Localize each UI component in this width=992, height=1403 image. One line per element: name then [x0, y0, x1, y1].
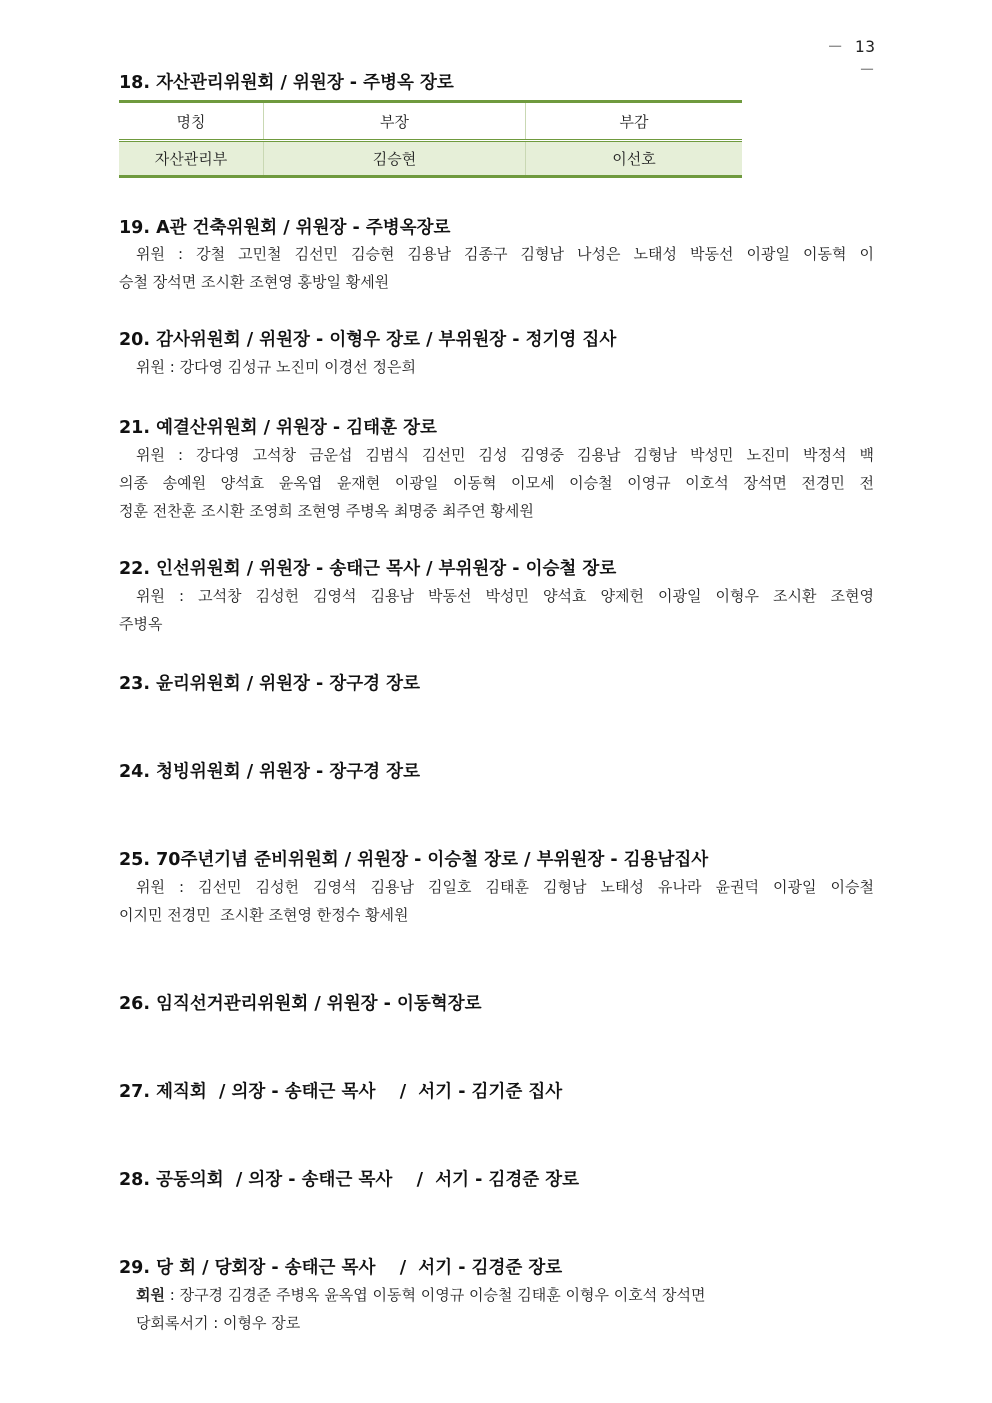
table-cell: 이선호 — [526, 141, 743, 177]
section-29-title: 29. 당 회 / 당회장 - 송태근 목사 / 서기 - 김경준 장로 — [119, 1258, 563, 1278]
section-22-members-line: 위원 : 고석창 김성헌 김영석 김용남 박동선 박성민 양석효 양제헌 이광일 이형우 조시환 조현영 — [136, 587, 874, 605]
section-25-title: 25. 70주년기념 준비위원회 / 위원장 - 이승철 장로 / 부위원장 - 김용남집사 — [119, 850, 709, 870]
section-24-title: 24. 청빙위원회 / 위원장 - 장구경 장로 — [119, 762, 420, 782]
section-19-members-line: 승철 장석면 조시환 조현영 홍방일 황세원 — [119, 273, 390, 291]
section-19-members-line: 위원 : 강철 고민철 김선민 김승현 김용남 김종구 김형남 나성은 노태성 박동선 이광일 이동혁 이 — [136, 245, 874, 263]
section-25-members-line: 위원 : 김선민 김성헌 김영석 김용남 김일호 김태훈 김형남 노태성 유나라 윤권덕 이광일 이승철 — [136, 878, 874, 896]
section-25-members-line: 이지민 전경민 조시환 조현영 한정수 황세원 — [119, 906, 409, 924]
section-20-title: 20. 감사위원회 / 위원장 - 이형우 장로 / 부위원장 - 정기영 집사 — [119, 330, 617, 350]
table-cell: 자산관리부 — [154, 150, 228, 168]
section-22-members-line: 주병옥 — [119, 615, 163, 633]
table-row — [119, 141, 742, 177]
table-header-cell: 명칭 — [176, 112, 206, 131]
members-label: 회원 — [136, 1286, 165, 1304]
section-20-members-line: 위원 : 강다영 김성규 노진미 이경선 정은희 — [136, 358, 416, 376]
section-18-title: 18. 자산관리위원회 / 위원장 - 주병옥 장로 — [119, 73, 454, 93]
section-28-title: 28. 공동의회 / 의장 - 송태근 목사 / 서기 - 김경준 장로 — [119, 1170, 580, 1190]
section-21-title: 21. 예결산위원회 / 위원장 - 김태훈 장로 — [119, 418, 437, 438]
table-header-cell: 부장 — [264, 102, 526, 141]
section-21-members-line: 의종 송예원 양석효 윤옥엽 윤재현 이광일 이동혁 이모세 이승철 이영규 이호석 장석면 전경민 전 — [119, 474, 874, 492]
table-header-cell: 부감 — [526, 102, 743, 141]
section-22-title: 22. 인선위원회 / 위원장 - 송태근 목사 / 부위원장 - 이승철 장로 — [119, 559, 617, 579]
section-26-title: 26. 임직선거관리위원회 / 위원장 - 이동혁장로 — [119, 994, 482, 1014]
section-29-members-line — [119, 1281, 874, 1309]
section-29-recorder-line: 당회록서기 : 이형우 장로 — [136, 1314, 301, 1332]
table-header-row — [119, 102, 742, 141]
section-27-title: 27. 제직회 / 의장 - 송태근 목사 / 서기 - 김기준 집사 — [119, 1082, 563, 1102]
table-cell: 김승현 — [264, 141, 526, 177]
section-21-members-line: 정훈 전찬훈 조시환 조영희 조현영 주병옥 최명중 최주연 황세원 — [119, 502, 534, 520]
section-23-title: 23. 윤리위원회 / 위원장 - 장구경 장로 — [119, 674, 420, 694]
section-19-title: 19. A관 건축위원회 / 위원장 - 주병옥장로 — [119, 218, 451, 238]
asset-management-table — [119, 100, 742, 178]
members-text: : 장구경 김경준 주병옥 윤옥엽 이동혁 이영규 이승철 김태훈 이형우 이호석 장석면 — [164, 1286, 706, 1304]
page-number: － 13 － — [827, 37, 876, 79]
section-21-members-line: 위원 : 강다영 고석창 금운섭 김범식 김선민 김성 김영중 김용남 김형남 박성민 노진미 박정석 백 — [136, 446, 874, 464]
